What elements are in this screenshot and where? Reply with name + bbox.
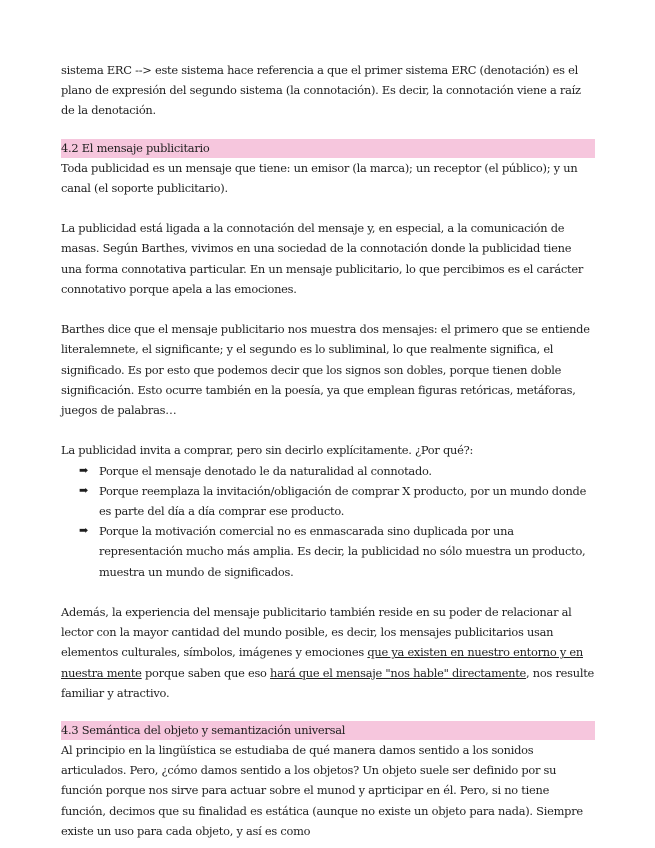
intro-paragraph: sistema ERC --> este sistema hace referencia a que el primer sistema ERC (denotación) es el plano de expresión del segundo sistema (la connotación). Es decir, la connotación viene a raíz de la denotación. <box>61 63 581 118</box>
underlined-text: que ya existen en nuestro entorno y en nuestra mente <box>61 645 583 680</box>
list-item: ➡ Porque el mensaje denotado le da naturalidad al connotado. <box>61 461 595 481</box>
paragraph: Barthes dice que el mensaje publicitario nos muestra dos mensajes: el primero que se entiende literalemnete, el significante; y el segundo es lo subliminal, lo que realmente significa, el significado. Es por esto que podemos decir que los signos son dobles, porque tienen doble significación. Esto ocurre también en la poesía, ya que emplean figuras retóricas, metáforas, juegos de palabras… <box>61 322 590 418</box>
paragraph: La publicidad invita a comprar, pero sin decirlo explícitamente. ¿Por qué?: <box>61 443 474 458</box>
document-page <box>61 60 595 841</box>
arrow-icon: ➡ <box>79 463 88 477</box>
section-heading-mensaje-publicitario: 4.2 El mensaje publicitario <box>61 139 595 158</box>
paragraph: Además, la experiencia del mensaje publicitario también reside en su poder de relacionar al lector con la mayor cantidad del mundo posible, es decir, los mensajes publicitarios usan elementos culturales, símbolos, imágenes y emociones que ya existen en nuestro entorno y en nuestra mente porque saben que eso hará que el mensaje "nos hable" directamente, nos resulte familiar y atractivo. <box>61 605 595 700</box>
paragraph: Al principio en la lingüística se estudiaba de qué manera damos sentido a los sonidos articulados. Pero, ¿cómo damos sentido a los objetos? Un objeto suele ser definido por su función porque nos sirve para actuar sobre el munod y aprticipar en él. Pero, si no tiene función, decimos que su finalidad es estática (aunque no existe un objeto para nada). Siempre existe un uso para cada objeto, y así es como <box>61 743 583 838</box>
arrow-icon: ➡ <box>79 524 88 538</box>
list-item: ➡ Porque reemplaza la invitación/obligación de comprar X producto, por un mundo donde es parte del día a día comprar ese producto. <box>61 481 595 521</box>
section-heading-semantica-objeto: 4.3 Semántica del objeto y semantización universal <box>61 721 595 740</box>
paragraph: Toda publicidad es un mensaje que tiene: un emisor (la marca); un receptor (el público); y un canal (el soporte publicitario). <box>61 160 578 195</box>
underlined-text: hará que el mensaje "nos hable" directamente <box>270 665 527 680</box>
arrow-icon: ➡ <box>79 483 88 497</box>
bullet-list <box>61 461 595 582</box>
list-item: ➡ Porque la motivación comercial no es enmascarada sino duplicada por una representación mucho más amplia. Es decir, la publicidad no sólo muestra un producto, muestra un mundo de significados. <box>61 521 595 582</box>
paragraph: La publicidad está ligada a la connotación del mensaje y, en especial, a la comunicación de masas. Según Barthes, vivimos en una sociedad de la connotación donde la publicidad tiene una forma connotativa particular. En un mensaje publicitario, lo que percibimos es el carácter connotativo porque apela a las emociones. <box>61 221 584 296</box>
